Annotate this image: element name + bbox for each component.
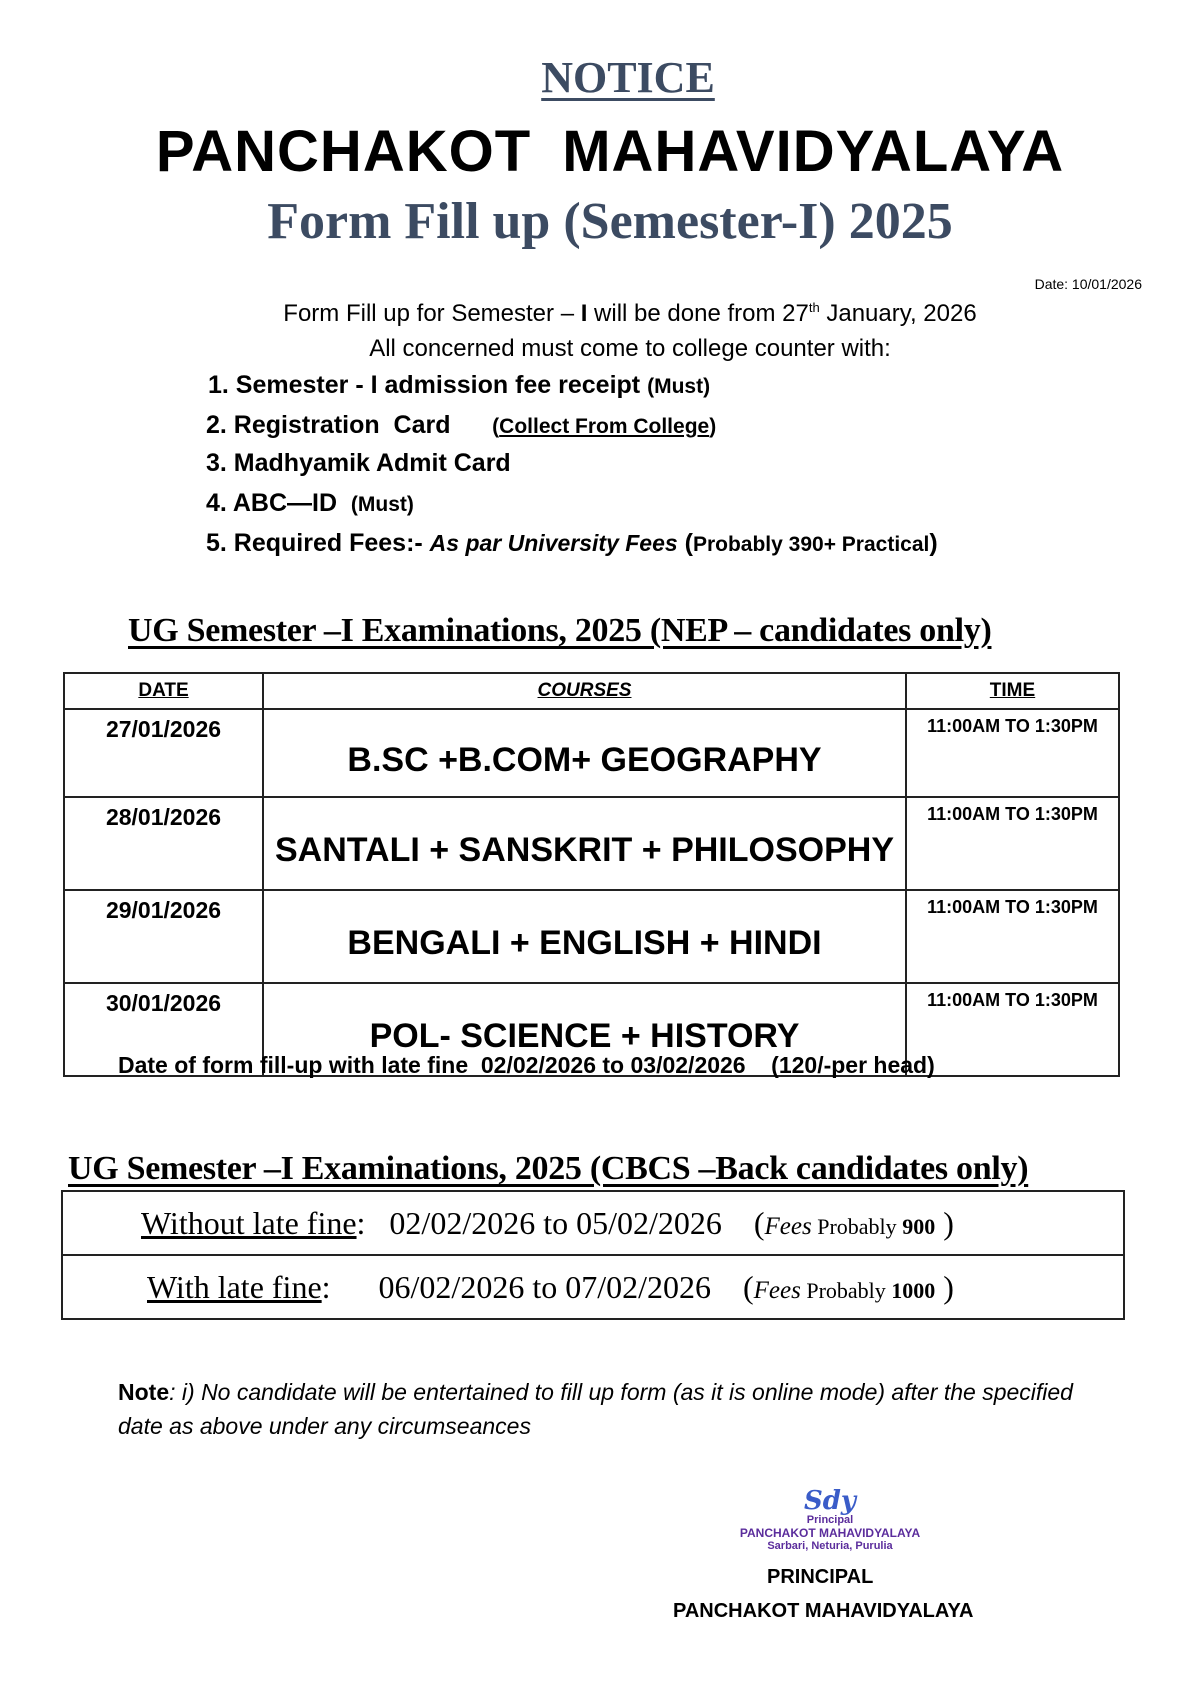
notice-date: Date: 10/01/2026 [1034, 276, 1142, 292]
table-row [64, 890, 1119, 983]
table-header-row [64, 673, 1119, 709]
column-header-time [906, 673, 1119, 709]
exam-courses [263, 709, 906, 797]
requirement-text: 1. Semester - I admission fee receipt [208, 371, 648, 399]
exam-courses [263, 797, 906, 890]
signature-scribble: Sdy [803, 1486, 857, 1516]
intro-semester-numeral: I [580, 300, 588, 327]
exam-time: 11:00AM TO 1:30PM [906, 797, 1119, 890]
table-row [64, 797, 1119, 890]
note-text: : i) No candidate will be entertained to fill up form (as it is online mode) after the specified date as above under any circumseances [118, 1379, 1073, 1439]
column-header-date [64, 673, 263, 709]
exam-date: 28/01/2026 [64, 797, 263, 890]
requirement-note: (Must) [350, 493, 414, 516]
fees-probably: Probably [800, 1277, 892, 1303]
row-dates: 06/02/2026 to 07/02/2026 [378, 1268, 711, 1305]
requirement-text: 5. Required Fees:- [206, 529, 430, 557]
fees-probably: Probably [811, 1213, 903, 1239]
courses-text: BENGALI + ENGLISH + HINDI [347, 924, 822, 962]
requirement-note: (Must) [647, 375, 711, 398]
row-label: With late fine [147, 1268, 322, 1305]
column-header-courses [263, 673, 906, 709]
header-label: DATE [138, 680, 189, 701]
requirement-item [206, 411, 716, 440]
requirement-note: ( [492, 415, 500, 438]
intro-line-2: All concerned must come to college counter with: [369, 335, 891, 362]
requirement-note: ( [677, 529, 693, 557]
signatory-college: PANCHAKOT MAHAVIDYALAYA [673, 1600, 974, 1622]
nep-section-title: UG Semester –I Examinations, 2025 (NEP – candidates only) [128, 612, 992, 649]
table-row [62, 1255, 1124, 1319]
signatory-designation: PRINCIPAL [767, 1566, 874, 1588]
cbcs-dates-table [61, 1190, 1125, 1320]
stamp-college: PANCHAKOT MAHAVIDYALAYA [739, 1526, 921, 1540]
requirement-note: Probably 390+ Practical [692, 533, 930, 556]
cbcs-row-without-late-fine [62, 1191, 1124, 1255]
exam-courses [263, 890, 906, 983]
header-label: TIME [989, 680, 1036, 701]
principal-stamp [720, 1488, 940, 1552]
exam-date: 27/01/2026 [64, 709, 263, 797]
requirement-item [206, 489, 414, 518]
table-row [62, 1191, 1124, 1255]
note-paragraph [118, 1375, 1118, 1443]
fees-amount: 900 [902, 1213, 936, 1239]
notice-heading: NOTICE [541, 53, 715, 102]
intro-text: Form Fill up for Semester – [283, 300, 581, 327]
exam-time: 11:00AM TO 1:30PM [906, 890, 1119, 983]
document-subtitle: Form Fill up (Semester-I) 2025 [267, 193, 953, 250]
row-colon: : [356, 1204, 390, 1241]
fees-amount: 1000 [891, 1277, 936, 1303]
exam-date: 30/01/2026 [64, 983, 263, 1076]
requirement-italic: As par University Fees [429, 530, 678, 556]
late-fine-note: Date of form fill-up with late fine 02/02/2026 to 03/02/2026 (120/-per head) [118, 1052, 935, 1078]
courses-text: POL- SCIENCE + HISTORY [369, 1017, 800, 1055]
exam-date: 29/01/2026 [64, 890, 263, 983]
exam-time: 11:00AM TO 1:30PM [906, 983, 1119, 1076]
row-colon: : [321, 1268, 379, 1305]
requirement-note: ) [929, 529, 938, 557]
note-label: Note [118, 1379, 170, 1405]
fees-paren: ) [935, 1204, 954, 1241]
requirement-item [208, 371, 710, 400]
intro-text: January, 2026 [819, 300, 977, 327]
college-name: PANCHAKOT MAHAVIDYALAYA [155, 119, 1065, 184]
fees-paren: ) [935, 1268, 954, 1305]
exam-time: 11:00AM TO 1:30PM [906, 709, 1119, 797]
requirement-note: ) [709, 415, 717, 438]
requirement-note-underlined: Collect From College [499, 415, 710, 438]
row-dates: 02/02/2026 to 05/02/2026 [389, 1204, 722, 1241]
requirement-text: 2. Registration Card [206, 411, 493, 439]
requirement-text: 4. ABC—ID [206, 489, 351, 517]
fees-word: Fees [753, 1276, 801, 1304]
intro-superscript: th [808, 300, 820, 315]
row-label: Without late fine [141, 1204, 357, 1241]
nep-exam-table [63, 672, 1120, 1077]
fees-word: Fees [764, 1212, 812, 1240]
requirement-item [206, 449, 511, 478]
requirement-item [206, 529, 938, 558]
cbcs-row-with-late-fine [62, 1255, 1124, 1319]
intro-line-1 [0, 300, 1200, 328]
requirement-text: 3. Madhyamik Admit Card [206, 449, 511, 477]
header-label: COURSES [537, 680, 632, 701]
intro-text: will be done from 27 [587, 300, 809, 327]
fees-paren: ( [710, 1268, 754, 1305]
fees-paren: ( [721, 1204, 765, 1241]
stamp-title: Principal [806, 1514, 854, 1526]
courses-text: B.SC +B.COM+ GEOGRAPHY [347, 740, 822, 779]
cbcs-section-title: UG Semester –I Examinations, 2025 (CBCS –Back candidates only) [68, 1150, 1029, 1187]
table-row [64, 709, 1119, 797]
courses-text: SANTALI + SANSKRIT + PHILOSOPHY [274, 831, 894, 869]
stamp-address: Sarbari, Neturia, Purulia [767, 1540, 893, 1552]
